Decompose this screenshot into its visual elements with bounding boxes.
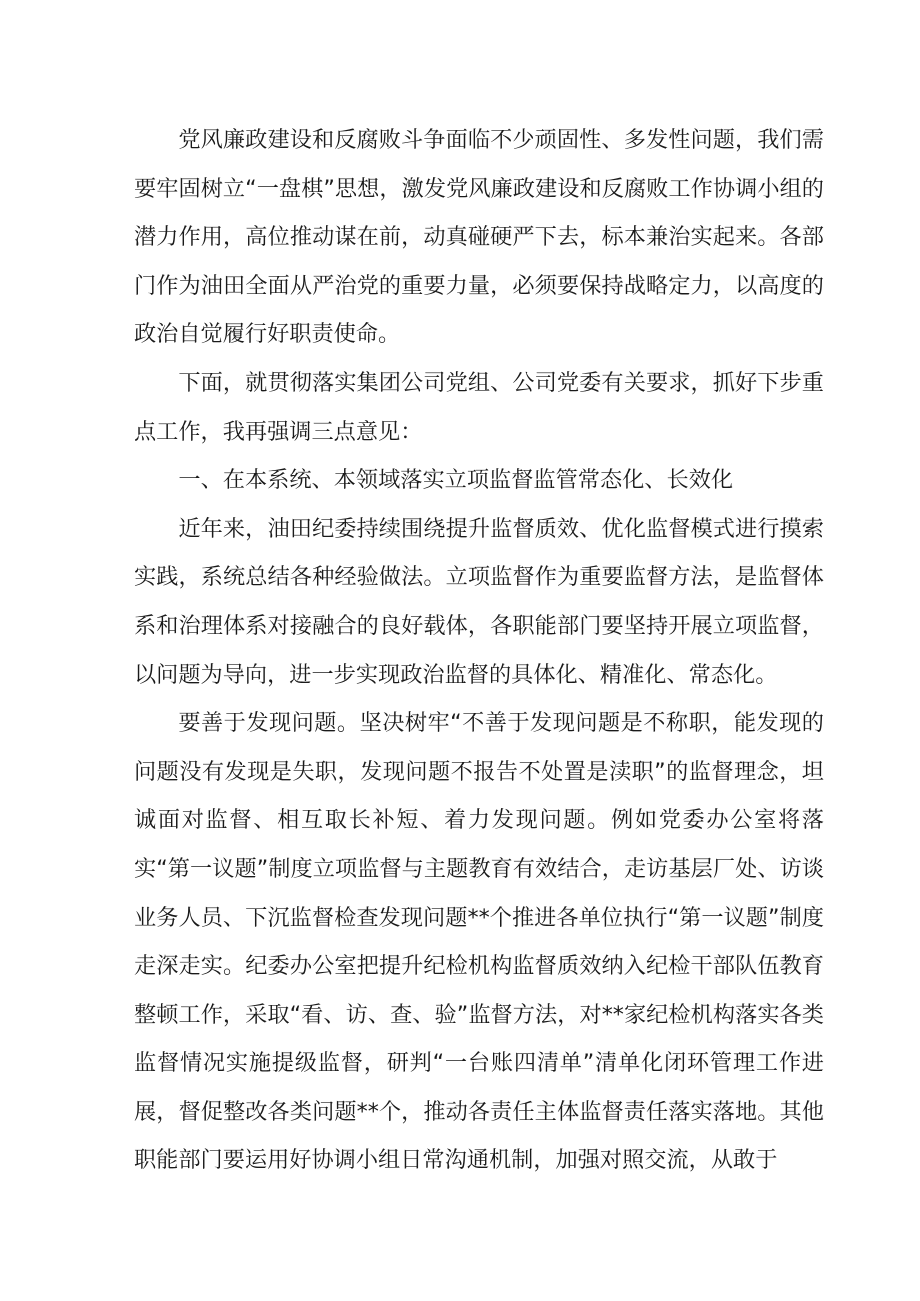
paragraph-find-problems: 要善于发现问题。坚决树牢“不善于发现问题是不称职，能发现的问题没有发现是失职，发现问题不报告不处置是渎职”的监督理念，坦诚面对监督、相互取长补短、着力发现问题。例如党委办公室将落实“第一议题”制度立项监督与主题教育有效结合，走访基层厂处、访谈业务人员、下沉监督检查发现问题**个推进各单位执行“第一议题”制度走深走实。纪委办公室把提升纪检机构监督质效纳入纪检干部队伍教育整顿工作，采取“看、访、查、验”监督方法，对**家纪检机构落实各类监督情况实施提级监督，研判“一台账四清单”清单化闭环管理工作进展，督促整改各类问题**个，推动各责任主体监督责任落实落地。其他职能部门要运用好协调小组日常沟通机制，加强对照交流，从敢于	[134, 710, 824, 1174]
paragraph-intro: 党风廉政建设和反腐败斗争面临不少顽固性、多发性问题，我们需要牢固树立“一盘棋”思想，激发党风廉政建设和反腐败工作协调小组的潜力作用，高位推动谋在前，动真碰硬严下去，标本兼治实起来。各部门作为油田全面从严治党的重要力量，必须要保持战略定力，以高度的政治自觉履行好职责使命。	[134, 127, 824, 348]
paragraph-section-1-intro: 近年来，油田纪委持续围绕提升监督质效、优化监督模式进行摸索实践，系统总结各种经验做法。立项监督作为重要监督方法，是监督体系和治理体系对接融合的良好载体，各职能部门要坚持开展立项监督，以问题为导向，进一步实现政治监督的具体化、精准化、常态化。	[134, 515, 824, 688]
paragraph-transition: 下面，就贯彻落实集团公司党组、公司党委有关要求，抓好下步重点工作，我再强调三点意见：	[134, 369, 824, 445]
section-heading-1: 一、在本系统、本领域落实立项监督监管常态化、长效化	[178, 467, 734, 494]
document-body	[134, 116, 824, 1185]
